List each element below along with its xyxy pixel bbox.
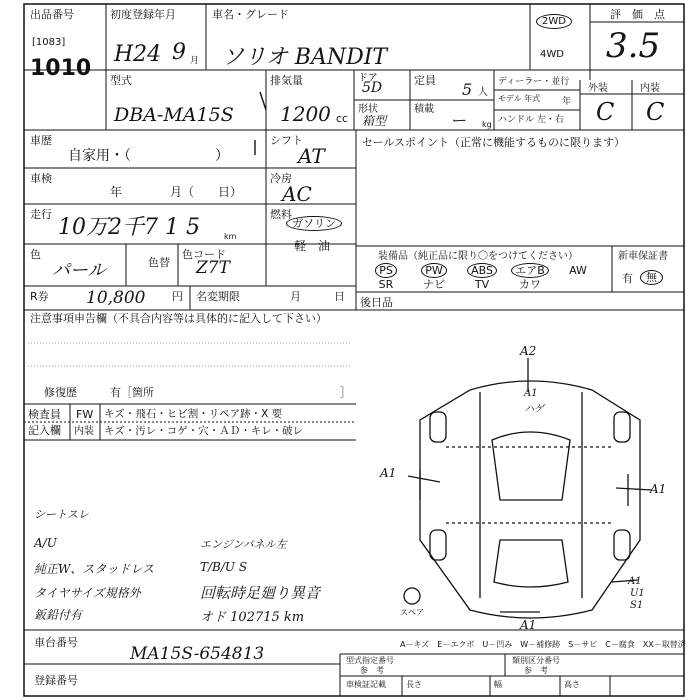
equipment-item-label: ナビ xyxy=(423,278,445,291)
name-change-month: 月 xyxy=(290,290,301,303)
model-value: DBA-MA15S xyxy=(114,104,234,126)
model-label: 型式 xyxy=(110,74,132,87)
capacity-value: 5 xyxy=(462,80,473,99)
mileage-value: 10万2千7 1 5 xyxy=(58,215,200,240)
shape-label: 形状 xyxy=(358,104,378,115)
history-label: 車歴 xyxy=(30,134,52,147)
equipment-item-label: カワ xyxy=(519,278,541,291)
type-designation-label: 型式指定番号 xyxy=(346,656,394,665)
damage-legend: A－キズ E－エクボ U－凹み W－補修跡 S－サビ C－腐食 XX－取替済 xyxy=(400,640,686,649)
shift-value: AT xyxy=(298,144,325,168)
length-label: 長さ xyxy=(406,680,422,689)
recycle-unit: 円 xyxy=(172,290,183,303)
recycle-value: 10,800 xyxy=(86,288,146,308)
model-year-label: モデル 年式 xyxy=(498,94,541,103)
remark-right-2: T/B/U S xyxy=(200,560,248,574)
displacement-label: 排気量 xyxy=(270,74,303,87)
car-name-value: ソリオ BANDIT xyxy=(222,45,388,70)
door-value: 5D xyxy=(362,80,383,96)
spare-label: スペア xyxy=(400,608,424,617)
type-designation-ref: 参 考 xyxy=(360,666,384,675)
category-ref: 参 考 xyxy=(524,666,548,675)
exterior-label: 外装 xyxy=(588,83,608,94)
remark-line-2: A/U xyxy=(34,536,57,550)
color-code-label: 色コード xyxy=(182,248,226,261)
damage-bottom: A1 xyxy=(520,618,537,632)
score-label: 評 価 点 xyxy=(610,8,665,21)
repair-close: ］ xyxy=(340,386,351,399)
inspector-label-2: 記入欄 xyxy=(28,424,61,437)
first-registration-era: H24 xyxy=(114,42,162,67)
color-code-value: Z7T xyxy=(196,258,230,278)
equipment-item-label: SR xyxy=(378,278,394,291)
drive-4wd: 4WD xyxy=(540,49,564,60)
repair-label: 修復歴 xyxy=(44,386,77,399)
capacity-label: 定員 xyxy=(414,74,436,87)
lot-number: 1010 xyxy=(30,56,92,81)
door-label: ドア xyxy=(358,73,378,84)
repair-value: 有［箇所 xyxy=(110,386,154,399)
name-change-day: 日 xyxy=(334,290,345,303)
damage-right: A1 xyxy=(650,482,667,496)
year-unit: 年 xyxy=(562,97,572,107)
equipment-item-label: PW xyxy=(421,263,447,278)
displacement-unit: cc xyxy=(336,112,349,125)
damage-hood-note: ハゲ xyxy=(524,404,544,415)
damage-top: A2 xyxy=(520,344,537,358)
mileage-label: 走行 xyxy=(30,208,52,221)
first-registration-label: 初度登録年月 xyxy=(110,8,176,21)
after-items-label: 後日品 xyxy=(360,296,393,309)
drive-2wd: 2WD xyxy=(536,14,572,29)
notes-label: 注意事項申告欄（不具合内容等は具体的に記入して下さい） xyxy=(30,312,327,325)
load-unit: kg xyxy=(482,120,492,129)
width-label: 幅 xyxy=(494,680,502,689)
mileage-unit: km xyxy=(224,232,237,241)
damage-rear-right-2: U1 xyxy=(630,588,645,599)
recycle-label: R券 xyxy=(30,290,49,303)
month-unit: 月 xyxy=(190,56,200,66)
inspection-value: 年 月（ 日） xyxy=(110,185,243,199)
interior-check-label: 内装 xyxy=(74,426,94,437)
score-value: 3.5 xyxy=(606,26,661,66)
height-label: 高さ xyxy=(564,680,580,689)
fw-label: FW xyxy=(76,408,94,421)
warranty-no: 無 xyxy=(640,270,663,285)
fw-items: キズ・飛石・ヒビ割・リペア跡・X 要 xyxy=(104,408,283,420)
equipment-item-label: ABS xyxy=(467,263,497,278)
color-label: 色 xyxy=(30,248,41,261)
remark-right-4: オド 102715 km xyxy=(200,610,305,625)
displacement-value: 1200 xyxy=(280,102,331,126)
equipment-item-label: PS xyxy=(375,263,397,278)
damage-hood: A1 xyxy=(524,388,538,399)
chassis-label: 車台番号 xyxy=(34,636,78,649)
registration-label: 登録番号 xyxy=(34,674,78,687)
history-value: 自家用・（ ） xyxy=(68,148,229,164)
equipment-label: 装備品（純正品に限り〇をつけてください） xyxy=(378,251,578,262)
warranty-label: 新車保証書 xyxy=(618,251,668,262)
lot-label: 出品番号 xyxy=(30,8,74,21)
color-value: パール xyxy=(52,260,106,281)
remark-line-4: タイヤサイズ規格外 xyxy=(34,586,141,600)
damage-left: A1 xyxy=(380,466,397,480)
repaint-label: 色替 xyxy=(148,256,170,269)
handle-label: ハンドル 左・右 xyxy=(498,115,564,125)
interior-check-items: キズ・汚レ・コゲ・穴・ＡＤ・キレ・破レ xyxy=(104,425,304,437)
name-change-label: 名変期限 xyxy=(196,290,240,303)
lot-code: [1083] xyxy=(32,37,66,48)
reg-cert-label: 車検証記載 xyxy=(346,680,386,689)
ac-label: 冷房 xyxy=(270,172,292,185)
remark-right-3: 回転時足廻り異音 xyxy=(200,584,321,602)
remark-right-1: エンジンパネル左 xyxy=(200,538,287,551)
shape-value: 箱型 xyxy=(362,114,387,128)
inspector-label-1: 検査員 xyxy=(28,408,61,421)
dealer-label: ディーラー・並行 xyxy=(498,77,570,87)
chassis-number: MA15S-654813 xyxy=(130,644,265,664)
remark-line-3: 純正W、スタッドレス xyxy=(34,562,154,576)
category-label: 類別区分番号 xyxy=(512,656,560,665)
ac-value: AC xyxy=(282,182,312,206)
selling-point-label: セールスポイント（正常に機能するものに限ります） xyxy=(362,136,626,149)
load-value: ー xyxy=(450,111,467,130)
equipment-item-label: エアB xyxy=(511,263,549,278)
car-name-label: 車名・グレード xyxy=(212,8,289,21)
fuel-diesel: 軽 油 xyxy=(294,239,331,253)
warranty-yes: 有 xyxy=(622,272,633,285)
first-registration-month: 9 xyxy=(172,40,186,65)
equipment-item-label: TV xyxy=(474,278,490,291)
remark-line-1: シートスレ xyxy=(34,508,89,521)
interior-label: 内装 xyxy=(640,83,660,94)
fuel-label: 燃料 xyxy=(270,208,292,221)
equipment-item-label: AW xyxy=(569,264,587,277)
fuel-gasoline: ガソリン xyxy=(286,216,342,231)
damage-rear-right-1: A1 xyxy=(628,576,642,587)
remark-line-5: 鈑鉛付有 xyxy=(34,608,83,622)
interior-grade: C xyxy=(646,98,665,126)
inspection-label: 車検 xyxy=(30,172,52,185)
damage-rear-right-3: S1 xyxy=(630,600,644,611)
capacity-unit: 人 xyxy=(478,87,488,98)
exterior-grade: C xyxy=(596,98,615,126)
load-label: 積載 xyxy=(414,104,434,115)
shift-label: シフト xyxy=(270,134,303,147)
